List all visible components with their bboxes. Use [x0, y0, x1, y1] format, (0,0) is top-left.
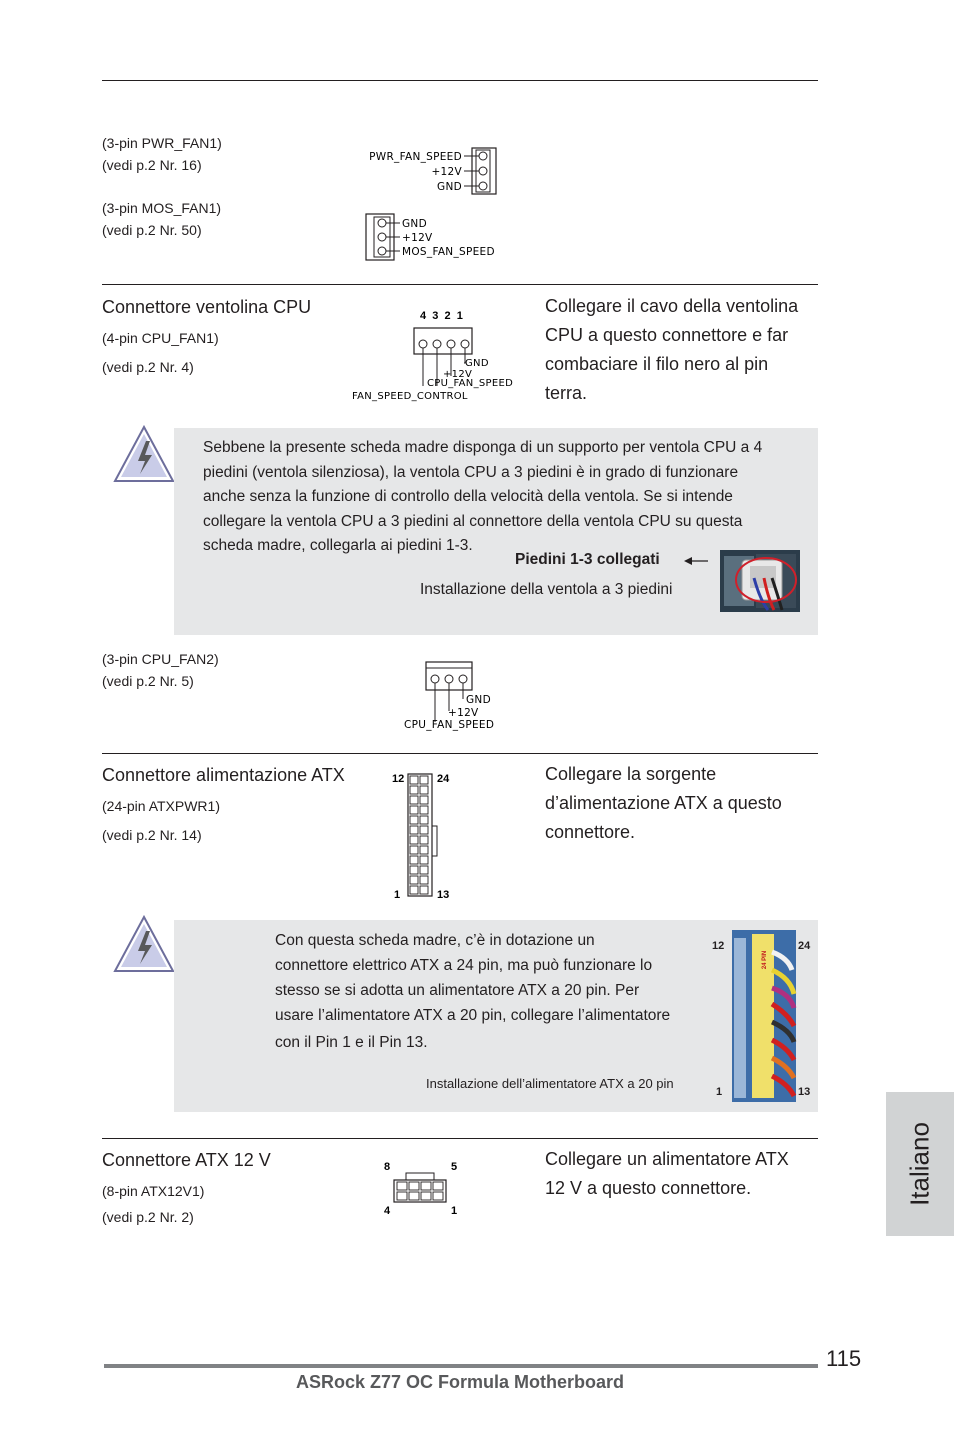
fan-connector-photo [720, 550, 800, 612]
photo-pin-12: 12 [712, 940, 725, 952]
cpu-fan2-model: (3-pin CPU_FAN2) [102, 651, 219, 667]
pin-number: 4 [384, 1205, 391, 1217]
pin-label: +12V [443, 369, 473, 380]
pwr-fan-diagram [360, 144, 500, 196]
atx12-title: Connettore ATX 12 V [102, 1150, 271, 1170]
atx12-description: Collegare un alimentatore ATX 12 V a questo connettore. [545, 1149, 789, 1198]
pin-number: 5 [451, 1161, 458, 1173]
atx12-ref: (vedi p.2 Nr. 2) [102, 1209, 194, 1225]
note-cpu-fan-text: Sebbene la presente scheda madre disponga di un supporto per ventola CPU a 4 piedini (ventola silenziosa), la ventola CPU a 3 piedini è in grado di funzionare anche senza la funzione di controllo della velocità della ventola. Se si intende collegare la ventola CPU a 3 piedini al connettore della ventola CPU su questa scheda madre, collegarla ai piedini 1-3. [203, 439, 763, 554]
pin-number: 1 [451, 1205, 458, 1217]
pin-label: GND [402, 218, 427, 230]
pin-cell [420, 886, 428, 894]
pin-label: GND [466, 694, 491, 706]
cpu-fan-info [102, 324, 219, 382]
atx12-info [102, 1178, 204, 1230]
pin-label: GND [465, 358, 489, 369]
atx12-diagram [380, 1158, 470, 1220]
pin-cell [410, 796, 418, 804]
pin-cell [420, 826, 428, 834]
photo-pin-1: 1 [716, 1086, 723, 1098]
pin-cell [410, 826, 418, 834]
pin-cell [409, 1192, 419, 1200]
section-rule [102, 284, 818, 285]
pin-cell [410, 886, 418, 894]
top-rule [102, 80, 818, 81]
cpu-fan-ref: (vedi p.2 Nr. 4) [102, 359, 194, 375]
pin-cell [420, 776, 428, 784]
photo-label: 24 PIN [762, 950, 768, 970]
cpu-fan-description: Collegare il cavo della ventolina CPU a questo connettore e far combaciare il filo nero al pin terra. [545, 296, 799, 403]
pin-label: FAN_SPEED_CONTROL [352, 391, 468, 402]
pwr-fan-ref: (vedi p.2 Nr. 16) [102, 157, 202, 173]
pin-cell [397, 1192, 407, 1200]
cpu-fan2-ref: (vedi p.2 Nr. 5) [102, 673, 194, 689]
pin-cell [420, 876, 428, 884]
pin-cell [421, 1192, 431, 1200]
pin-cell [420, 846, 428, 854]
pin-cell [410, 786, 418, 794]
photo-pin-24: 24 [798, 940, 811, 952]
language-tab-label: Italiano [904, 1122, 935, 1206]
mos-fan-diagram [364, 212, 504, 264]
footer-rule [104, 1364, 818, 1368]
cpu-fan-title: Connettore ventolina CPU [102, 297, 312, 317]
pin-cell [421, 1182, 431, 1190]
pin-number: 8 [384, 1161, 391, 1173]
atx-ref: (vedi p.2 Nr. 14) [102, 827, 202, 843]
pin-cell [433, 1182, 443, 1190]
atx-description: Collegare la sorgente d’alimentazione ATX a questo connettore. [545, 764, 782, 842]
pin-cell [420, 786, 428, 794]
pin-cell [410, 816, 418, 824]
atx24-diagram [388, 770, 468, 904]
atx-model: (24-pin ATXPWR1) [102, 798, 220, 814]
pin-number: 12 [392, 773, 405, 785]
mos-fan-info [102, 197, 221, 241]
pin-cell [410, 776, 418, 784]
atx12-model: (8-pin ATX12V1) [102, 1183, 205, 1199]
pin-label: CPU_FAN_SPEED [404, 719, 495, 731]
footer-title: ASRock Z77 OC Formula Motherboard [296, 1372, 625, 1392]
cpu-fan-diagram [350, 306, 520, 402]
pin-cell [409, 1182, 419, 1190]
language-tab [886, 1092, 954, 1236]
pin-cell [397, 1182, 407, 1190]
warning-icon [112, 914, 176, 974]
mos-fan-ref: (vedi p.2 Nr. 50) [102, 222, 202, 238]
cpu-fan2-info [102, 648, 219, 692]
pin-cell [420, 816, 428, 824]
pin-label: MOS_FAN_SPEED [402, 246, 495, 258]
mos-fan-model: (3-pin MOS_FAN1) [102, 200, 222, 216]
pin-cell [420, 796, 428, 804]
callout-pins-1-3: Piedini 1-3 collegati [515, 551, 660, 568]
page-number: 115 [826, 1346, 862, 1371]
photo-pin-13: 13 [798, 1086, 811, 1098]
section-rule [102, 753, 818, 754]
pin-cell [433, 1192, 443, 1200]
pin-number: 24 [437, 773, 450, 785]
pin-number: 1 [394, 889, 401, 901]
pin-label: GND [437, 181, 462, 193]
note-cpu-fan-caption: Installazione della ventola a 3 piedini [420, 581, 673, 598]
arrow-left-icon [682, 555, 710, 567]
pin-cell [410, 856, 418, 864]
pin-number: 13 [437, 889, 450, 901]
note-atx-caption: Installazione dell’alimentatore ATX a 20 pin [426, 1076, 674, 1091]
warning-icon [112, 424, 176, 484]
pwr-fan-model: (3-pin PWR_FAN1) [102, 135, 222, 151]
pin-cell [410, 876, 418, 884]
pin-cell [410, 836, 418, 844]
atx-title: Connettore alimentazione ATX [102, 765, 345, 785]
pin-cell [410, 846, 418, 854]
atx-connector-photo [732, 930, 796, 1102]
pin-numbers: 4 3 2 1 [420, 310, 463, 322]
cpu-fan-model: (4-pin CPU_FAN1) [102, 330, 219, 346]
section-rule [102, 1138, 818, 1139]
pin-cell [420, 866, 428, 874]
pin-label: CPU_FAN_SPEED [427, 378, 514, 389]
atx-info [102, 792, 220, 850]
pin-cell [420, 856, 428, 864]
pin-cell [410, 806, 418, 814]
pin-cell [420, 806, 428, 814]
pin-label: +12V [448, 707, 479, 719]
pin-cell [410, 866, 418, 874]
pwr-fan-info [102, 132, 222, 176]
pin-label: +12V [431, 166, 462, 178]
note-atx-text: Con questa scheda madre, c’è in dotazione un connettore elettrico ATX a 24 pin, ma può funzionare lo stesso se si adotta un alimentatore ATX a 20 pin. Per usare l’alimentatore ATX a 20 pin, collegare l’alimentatore con il Pin 1 e il Pin 13. [275, 932, 671, 1051]
pin-cell [420, 836, 428, 844]
pin-label: +12V [402, 232, 433, 244]
cpu-fan2-diagram [400, 658, 510, 734]
pin-label: PWR_FAN_SPEED [369, 151, 462, 163]
